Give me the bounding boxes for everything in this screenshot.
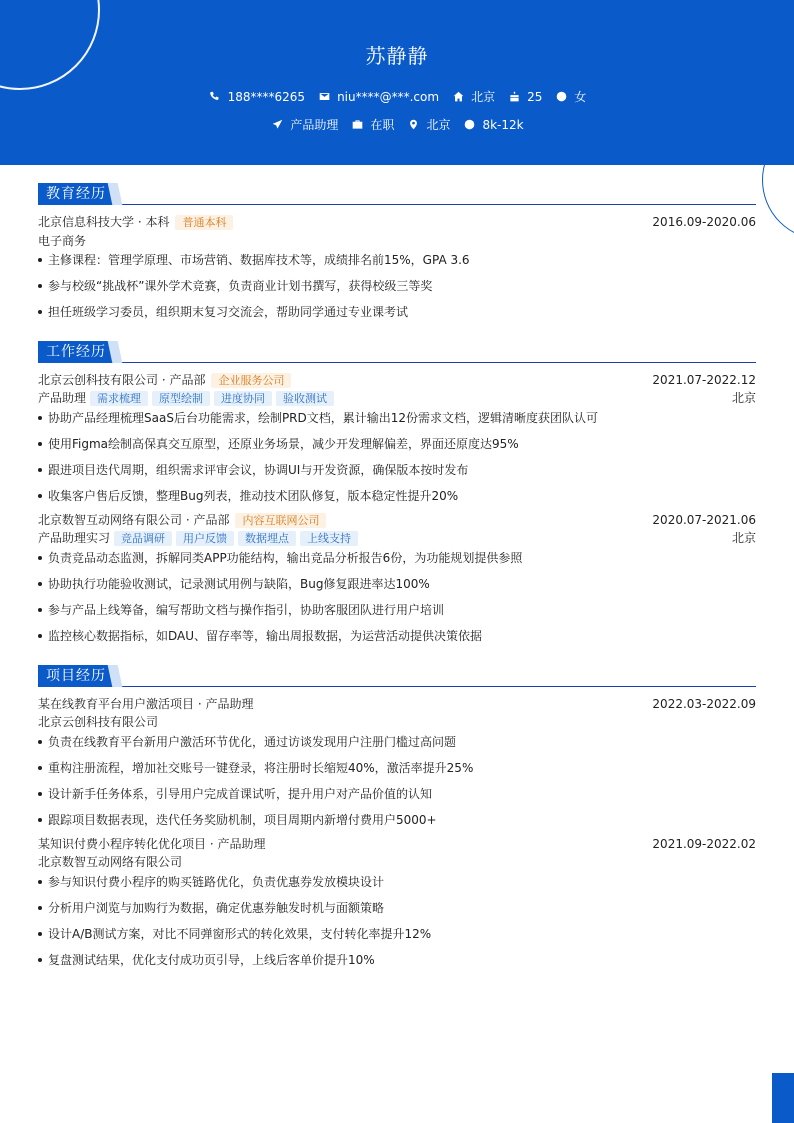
project-company: 北京云创科技有限公司 — [38, 715, 159, 729]
work-header — [38, 372, 756, 388]
skill-tag: 进度协同 — [214, 391, 272, 406]
list-item: 担任班级学习委员，组织期末复习交流会，帮助同学通过专业课考试 — [38, 304, 756, 320]
work-section-title — [38, 341, 756, 363]
position-info — [270, 116, 338, 133]
city-info — [451, 88, 495, 105]
corner-decoration — [772, 1073, 794, 1123]
skill-tag: 需求梳理 — [90, 391, 148, 406]
work-city: 北京 — [731, 531, 756, 545]
list-item: 收集客户售后反馈，整理Bug列表，推动技术团队修复，版本稳定性提升20% — [38, 488, 756, 504]
mail-icon — [317, 90, 331, 104]
money-icon — [462, 118, 476, 132]
email-text: niu****@***.com — [337, 89, 440, 104]
skill-tag: 原型绘制 — [152, 391, 210, 406]
project-name-role: 某知识付费小程序转化优化项目 · 产品助理 — [38, 837, 266, 851]
position-text: 产品助理 — [290, 118, 339, 132]
skill-tag: 数据埋点 — [238, 531, 296, 546]
company-dept: 北京数智互动网络有限公司 · 产品部 — [38, 513, 230, 527]
candidate-name: 苏静静 — [365, 44, 429, 68]
cake-icon — [507, 90, 521, 104]
list-item: 负责竞品动态监测，拆解同类APP功能结构，输出竞品分析报告6份，为功能规划提供参照 — [38, 550, 756, 566]
list-item: 跟踪项目数据表现，迭代任务奖励机制，项目周期内新增付费用户5000+ — [38, 812, 756, 828]
project-name-role: 某在线教育平台用户激活项目 · 产品助理 — [38, 697, 254, 711]
work-role-row — [38, 390, 756, 406]
list-item: 参与校级“挑战杯”课外学术竞赛，负责商业计划书撰写，获得校级三等奖 — [38, 278, 756, 294]
phone-info — [208, 90, 305, 104]
project-header — [38, 836, 756, 852]
send-icon — [270, 118, 284, 132]
education-section-title — [38, 183, 756, 205]
list-item: 参与知识付费小程序的购买链路优化，负责优惠券发放模块设计 — [38, 874, 756, 890]
list-item: 跟进项目迭代周期，组织需求评审会议，协调UI与开发资源，确保版本按时发布 — [38, 462, 756, 478]
contact-row — [0, 88, 794, 105]
project-company: 北京数智互动网络有限公司 — [38, 855, 183, 869]
age-text: 25 — [527, 89, 543, 104]
work-period: 2021.07-2022.12 — [652, 373, 756, 387]
list-item: 设计A/B测试方案，对比不同弹窗形式的转化效果，支付转化率提升12% — [38, 926, 756, 942]
salary-text: 8k-12k — [482, 117, 524, 132]
company-dept: 北京云创科技有限公司 · 产品部 — [38, 373, 206, 387]
list-item: 负责在线教育平台新用户激活环节优化，通过访谈发现用户注册门槛过高问题 — [38, 734, 756, 750]
status-info — [350, 116, 394, 133]
phone-text: 188****6265 — [227, 89, 306, 104]
status-text: 在职 — [370, 118, 395, 132]
work-header — [38, 512, 756, 528]
list-item: 协助执行功能验收测试，记录测试用例与缺陷，Bug修复跟进率达100% — [38, 576, 756, 592]
section-label: 项目经历 — [38, 665, 114, 687]
school-degree: 北京信息科技大学 · 本科 — [38, 215, 170, 229]
pin-icon — [406, 118, 420, 132]
list-item: 复盘测试结果，优化支付成功页引导，上线后客单价提升10% — [38, 952, 756, 968]
skill-tag: 验收测试 — [276, 391, 334, 406]
project-header — [38, 696, 756, 712]
list-item: 参与产品上线筹备，编写帮助文档与操作指引，协助客服团队进行用户培训 — [38, 602, 756, 618]
education-major: 电子商务 — [38, 234, 87, 248]
project-period: 2021.09-2022.02 — [652, 837, 756, 851]
phone-icon — [208, 90, 222, 104]
work-role-row — [38, 530, 756, 546]
work-city: 北京 — [731, 391, 756, 405]
location-info — [406, 116, 450, 133]
school-badge: 普通本科 — [175, 215, 233, 230]
city-text: 北京 — [471, 90, 496, 104]
home-icon — [451, 90, 465, 104]
intent-row — [0, 116, 794, 133]
project-period: 2022.03-2022.09 — [652, 697, 756, 711]
work-period: 2020.07-2021.06 — [652, 513, 756, 527]
gender-icon — [554, 90, 568, 104]
age-info — [507, 90, 542, 104]
work-role: 产品助理实习 — [38, 531, 111, 545]
education-period: 2016.09-2020.06 — [652, 215, 756, 229]
section-label: 教育经历 — [38, 183, 114, 205]
skill-tag: 竞品调研 — [114, 531, 172, 546]
company-badge: 内容互联网公司 — [235, 513, 326, 528]
briefcase-icon — [350, 118, 364, 132]
skill-tag: 上线支持 — [300, 531, 358, 546]
work-role: 产品助理 — [38, 391, 87, 405]
company-badge: 企业服务公司 — [211, 373, 291, 388]
section-label: 工作经历 — [38, 341, 114, 363]
list-item: 监控核心数据指标，如DAU、留存率等，输出周报数据，为运营活动提供决策依据 — [38, 628, 756, 644]
list-item: 设计新手任务体系，引导用户完成首课试听，提升用户对产品价值的认知 — [38, 786, 756, 802]
list-item: 协助产品经理梳理SaaS后台功能需求，绘制PRD文档，累计输出12份需求文档，逻辑清晰度获团队认可 — [38, 410, 756, 426]
list-item: 分析用户浏览与加购行为数据，确定优惠券触发时机与面额策略 — [38, 900, 756, 916]
salary-info — [462, 118, 523, 132]
skill-tag: 用户反馈 — [176, 531, 234, 546]
list-item: 主修课程：管理学原理、市场营销、数据库技术等，成绩排名前15%，GPA 3.6 — [38, 252, 756, 268]
list-item: 使用Figma绘制高保真交互原型，还原业务场景，减少开发理解偏差，界面还原度达95% — [38, 436, 756, 452]
email-info — [317, 90, 439, 104]
project-section-title — [38, 665, 756, 687]
list-item: 重构注册流程，增加社交账号一键登录，将注册时长缩短40%，激活率提升25% — [38, 760, 756, 776]
location-text: 北京 — [426, 118, 451, 132]
resume-header — [0, 0, 794, 165]
gender-info — [554, 88, 586, 105]
education-header — [38, 214, 756, 230]
gender-text: 女 — [574, 90, 587, 104]
